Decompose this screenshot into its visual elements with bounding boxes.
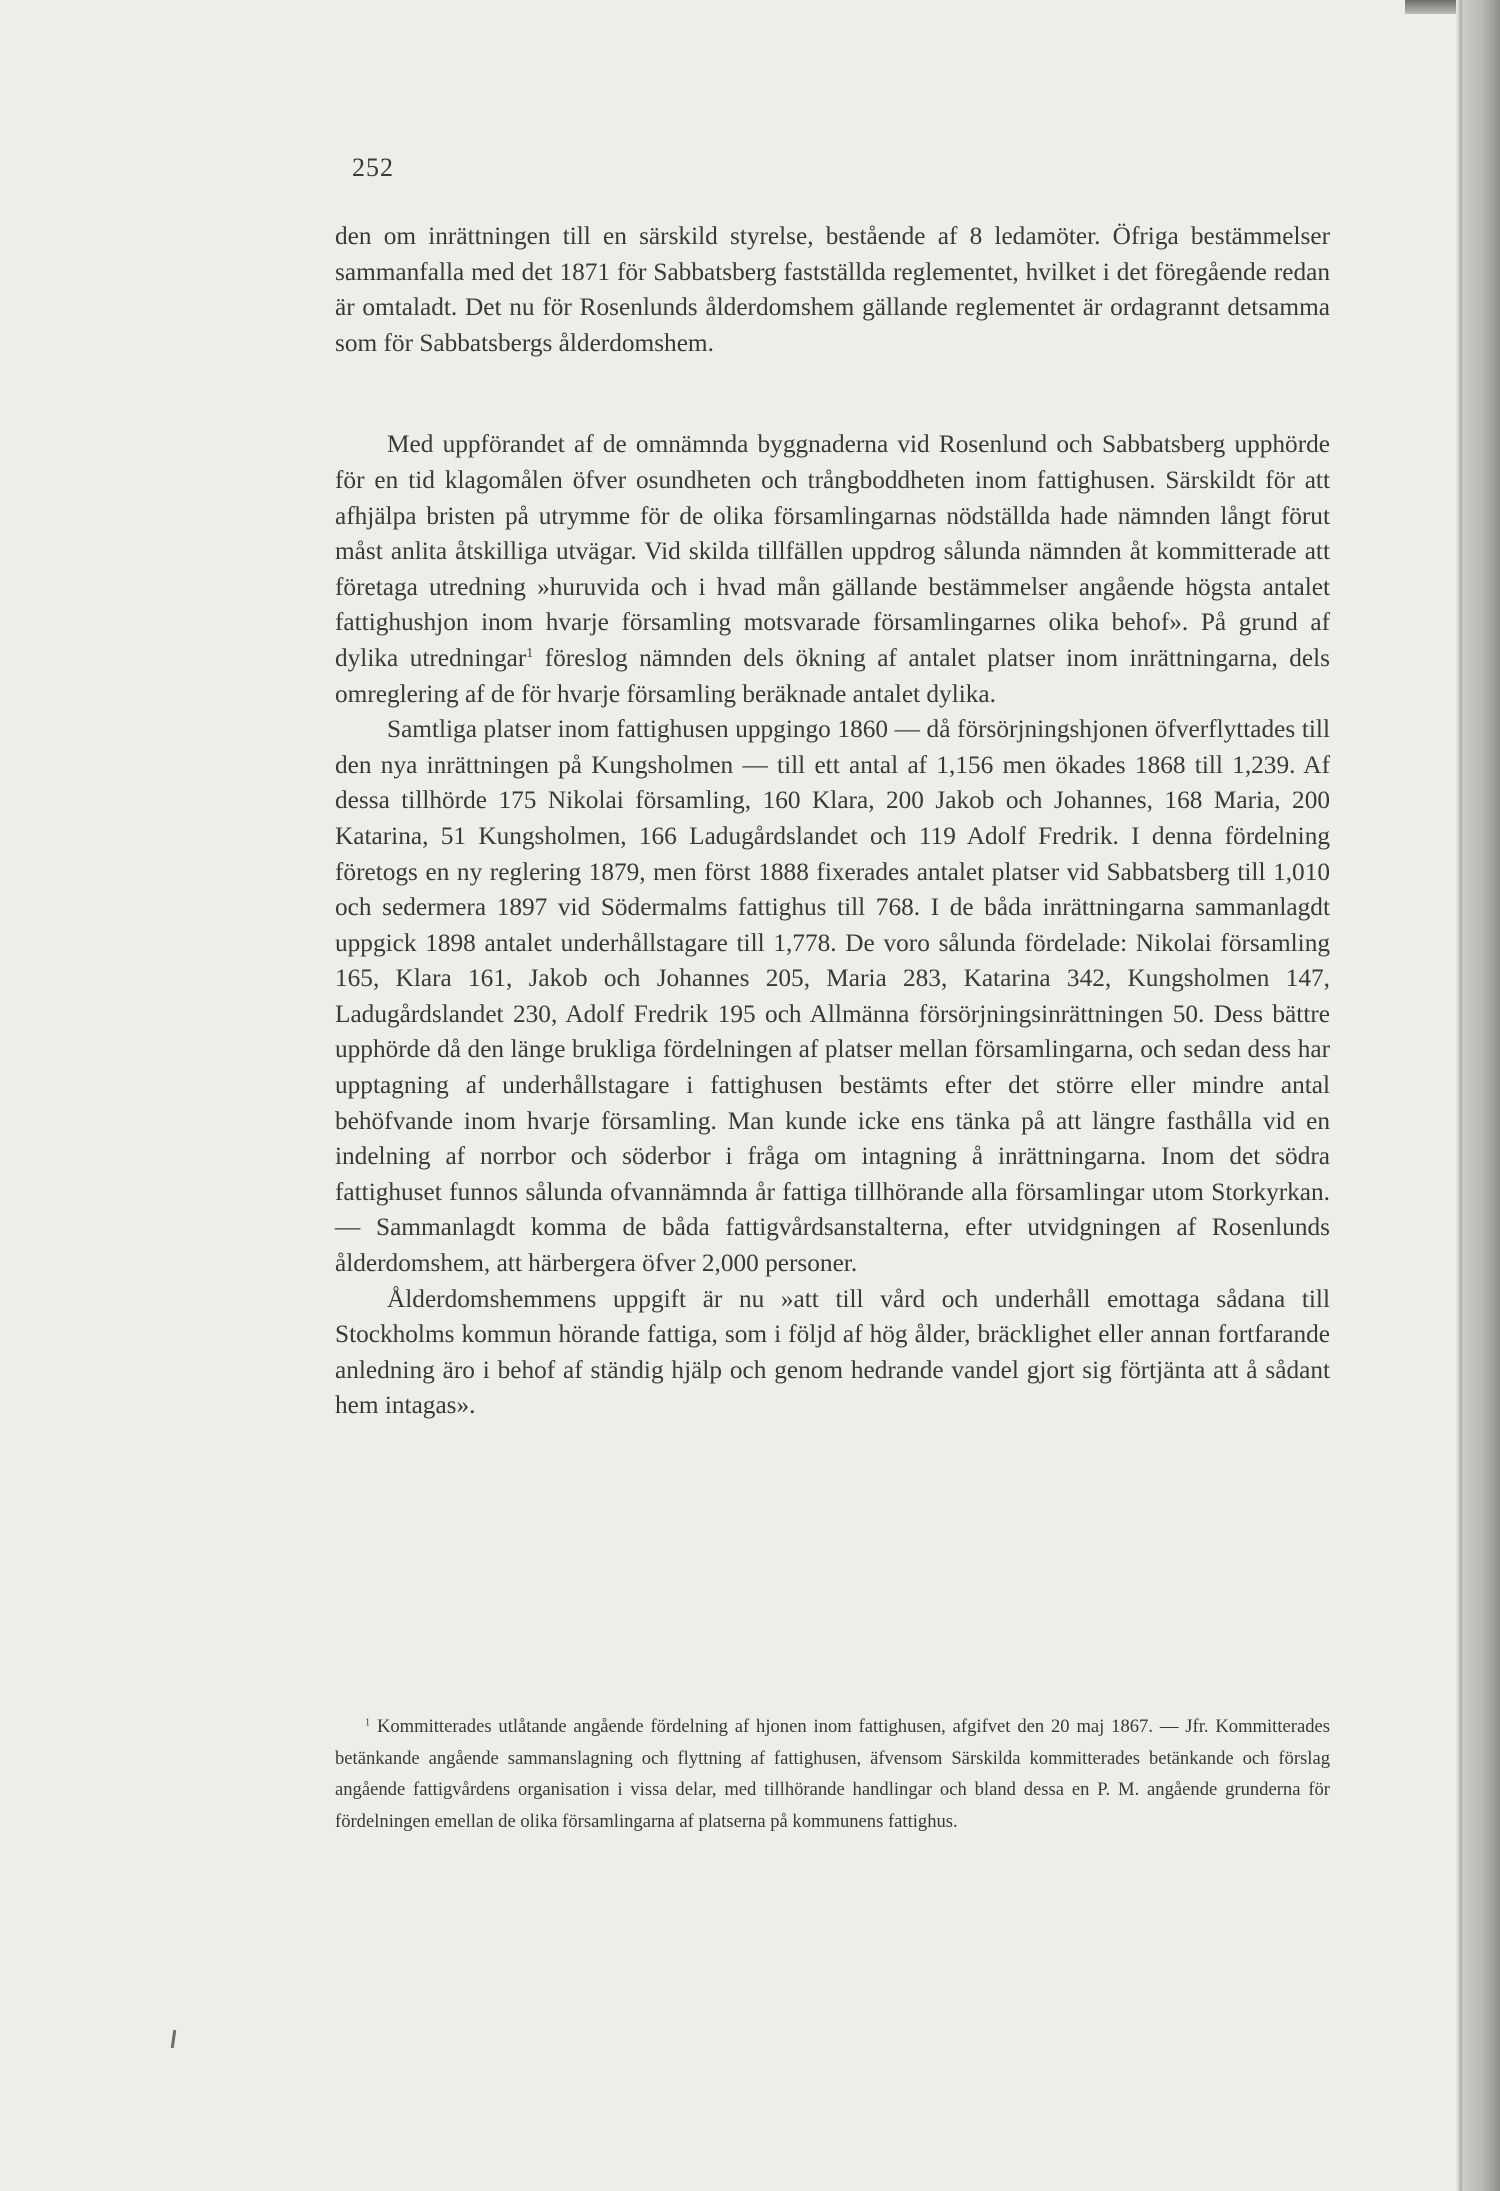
paragraph-uppforandet-continuation: föreslog nämnden dels ökning af antalet platser inom inrättningarna, dels omreglering af de för hvarje församling beräknade antalet dylika. bbox=[335, 643, 1330, 708]
footnotes bbox=[335, 1711, 1330, 1837]
paragraph-platser: Samtliga platser inom fattighusen uppgingo 1860 — då försörjningshjonen öfverflyttades till den nya inrättningen på Kungsholmen — till ett antal af 1,156 men ökades 1868 till 1,239. Af dessa tillhörde 175 Nikolai församling, 160 Klara, 200 Jakob och Johannes, 168 Maria, 200 Katarina, 51 Kungsholmen, 166 Ladugårdslandet och 119 Adolf Fredrik. I denna fördelning företogs en ny reglering 1879, men först 1888 fixerades antalet platser vid Sabbatsberg till 1,010 och sedermera 1897 vid Södermalms fattighus till 768. I de båda inrättningarna sammanlagdt uppgick 1898 antalet underhållstagare till 1,778. De voro sålunda fördelade: Nikolai församling 165, Klara 161, Jakob och Johannes 205, Maria 283, Katarina 342, Kungsholmen 147, Ladugårdslandet 230, Adolf Fredrik 195 och Allmänna försörjningsinrättningen 50. Dess bättre upphörde då den länge brukliga fördelningen af platser mellan församlingarna, och sedan dess har upptagning af underhållstagare i fattighusen bestämts efter det större eller mindre antal behöfvande inom hvarje församling. Man kunde icke ens tänka på att längre fasthålla vid en indelning af norrbor och söderbor i fråga om intagning å inrättningarna. Inom det södra fattighuset funnos sålunda ofvannämnda år fattiga tillhörande alla församlingar utom Storkyrkan. — Sammanlagdt komma de båda fattigvårdsanstalterna, efter utvidgningen af Rosenlunds ålderdomshem, att härbergera öfver 2,000 personer. bbox=[335, 715, 1330, 1278]
paragraph-reglemente: den om inrättningen till en särskild styrelse, bestående af 8 ledamöter. Öfriga bestämmelser sammanfalla med det 1871 för Sabbatsberg fastställda reglementet, hvilket i det föregående redan är omtaladt. Det nu för Rosenlunds ålderdomshem gällande reglementet är ordagrannt detsamma som för Sabbatsbergs ålderdomshem. bbox=[335, 222, 1330, 357]
footnote-text: Kommitterades utlåtande angående fördelning af hjonen inom fattighusen, afgifvet den 20 maj 1867. — Jfr. Kommitterades betänkande angående sammanslagning och flyttning af fattighusen, äfvensom Särskilda kommitterades betänkande och förslag angående fattigvårdens organisation i vissa delar, med tillhörande handlingar och bland dessa en P. M. angående grunderna för fördelningen emellan de olika församlingarna af platserna på kommunens fattighus. bbox=[335, 1716, 1330, 1832]
stray-ink-mark bbox=[171, 2030, 176, 2048]
page-number: 252 bbox=[352, 153, 394, 182]
footnote-1 bbox=[335, 1711, 1330, 1837]
body-text bbox=[335, 219, 1330, 1424]
paragraph-uppforandet bbox=[335, 427, 1330, 712]
book-binding-edge bbox=[1462, 0, 1500, 2191]
footnote-reference[interactable]: 1 bbox=[526, 645, 534, 661]
paragraph-uppforandet-text: Med uppförandet af de omnämnda byggnaderna vid Rosenlund och Sabbatsberg upphörde för en tid klagomålen öfver osundheten och trångboddheten inom fattighusen. Särskildt för att afhjälpa bristen på utrymme för de olika församlingarnas nödställda hade nämnden långt förut måst anlita åtskilliga utvägar. Vid skilda tillfällen uppdrog sålunda nämnden åt kommitterade att företaga utredning »huruvida och i hvad mån gällande bestämmelser angående högsta antalet fattighushjon inom hvarje församling motsvarade församlingarnes olika behof». På grund af dylika utredningar bbox=[335, 430, 1330, 672]
paragraph-uppgift: Ålderdomshemmens uppgift är nu »att till vård och underhåll emottaga sådana till Stockholms kommun hörande fattiga, som i följd af hög ålder, bräcklighet eller annan fortfarande anledning äro i behof af ständig hjälp och genom hedrande vandel gjort sig förtjänta att å sådant hem intagas». bbox=[335, 1284, 1330, 1420]
footnote-marker: 1 bbox=[365, 1717, 371, 1729]
